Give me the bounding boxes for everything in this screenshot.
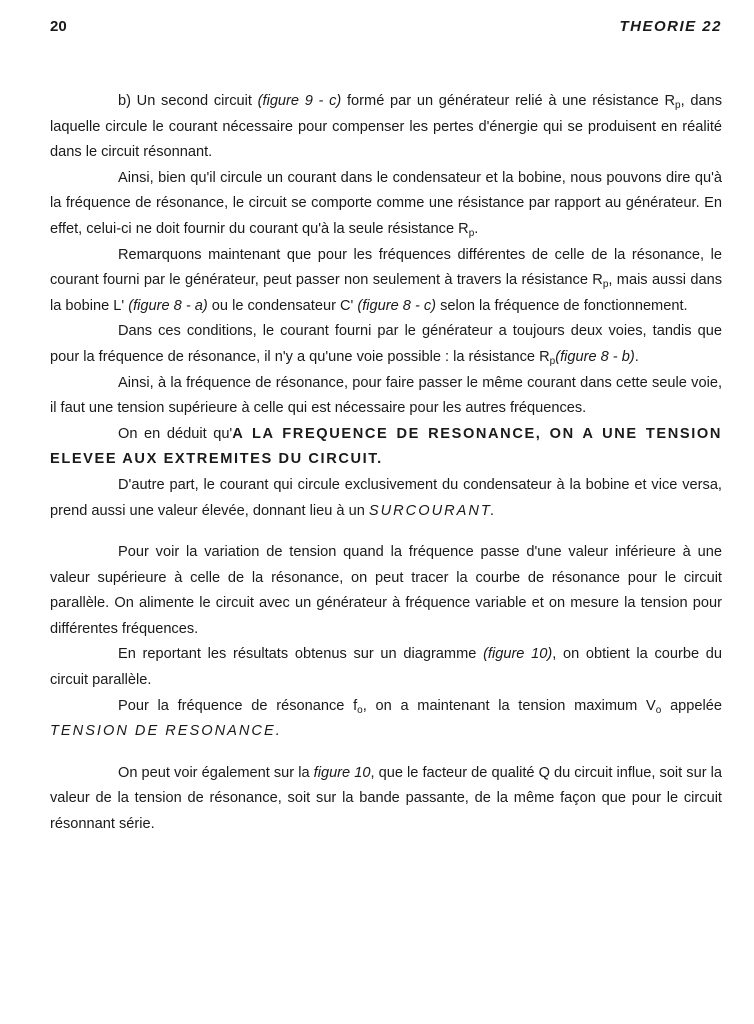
- page-header: [50, 18, 722, 42]
- paragraph-5: Ainsi, à la fréquence de résonance, pour faire passer le même courant dans cette seule voie, il faut une tension supérieure à celle qui est nécessaire pour les autres fréquences.: [50, 374, 722, 417]
- paragraph-3: Remarquons maintenant que pour les fréquences différentes de celle de la résonance, le courant fourni par le générateur, peut passer non seulement à travers la résistance $R_p$, mais aussi dans la bobine L' (figure 8 - a) ou le condensateur C' (figure 8 - c) selon la fréquence de fonctionnement.: [50, 246, 722, 314]
- paragraph-10: Pour la fréquence de résonance $f_o$, on a maintenant la tension maximum $V_o$ appelée TENSION DE RESONANCE.: [50, 697, 723, 740]
- subscript: p: [602, 279, 609, 291]
- subscript: o: [357, 704, 363, 716]
- paragraph-6: On en déduit qu'A LA FREQUENCE DE RESONANCE, ON A UNE TENSION ELEVEE AUX EXTREMITES DU CIRCUIT.: [50, 425, 722, 468]
- paragraph-1: b) Un second circuit (figure 9 - c) formé par un générateur relié à une résistance $R_p$, dans laquelle circule le courant nécessaire pour compenser les pertes d'énergie qui se produisent en réalité dans le circuit résonnant.: [50, 93, 722, 161]
- figure-reference: (figure 8 - b): [555, 348, 635, 365]
- figure-reference: (figure 10): [483, 646, 553, 663]
- paragraph-11: On peut voir également sur la figure 10, que le facteur de qualité Q du circuit influe, soit sur la valeur de la tension de résonance, soit sur la bande passante, de la même façon que pour le circuit résonnant série.: [50, 764, 723, 833]
- subscript: p: [549, 355, 556, 367]
- figure-reference: (figure 9 - c): [257, 93, 342, 109]
- subscript: p: [468, 227, 475, 239]
- figure-reference: figure 10: [313, 764, 371, 781]
- body-text: [50, 89, 722, 838]
- paragraph-2: Ainsi, bien qu'il circule un courant dans le condensateur et la bobine, nous pouvons dire qu'à la fréquence de résonance, le circuit se comporte comme une résistance par rapport au générateur. En effet, celui-ci ne doit fournir du courant qu'à la seule résistance $R_p$.: [50, 169, 722, 239]
- running-title: THEORIE 22: [619, 18, 722, 35]
- figure-reference: (figure 8 - c): [357, 297, 437, 314]
- paragraph-7: D'autre part, le courant qui circule exclusivement du condensateur à la bobine et vice versa, prend aussi une valeur élevée, donnant lieu à un SURCOURANT.: [50, 476, 722, 519]
- key-term: SURCOURANT.: [368, 502, 497, 519]
- paragraph-4: Dans ces conditions, le courant fourni par le générateur a toujours deux voies, tandis que pour la fréquence de résonance, il n'y a qu'une voie possible : la résistance $R_p(figure$ 8 - b).: [50, 323, 722, 367]
- subscript: p: [675, 100, 681, 111]
- subscript: o: [655, 704, 662, 716]
- key-term: TENSION DE RESONANCE.: [50, 723, 282, 740]
- paragraph-9: En reportant les résultats obtenus sur un diagramme (figure 10), on obtient la courbe du circuit parallèle.: [50, 646, 723, 689]
- paragraph-8: Pour voir la variation de tension quand la fréquence passe d'une valeur inférieure à une valeur supérieure à celle de la résonance, on peut tracer la courbe de résonance pour le circuit parallèle. On alimente le circuit avec un générateur à fréquence variable et on mesure la tension pour différentes fréquences.: [50, 544, 722, 637]
- emphasis-caps: A LA FREQUENCE DE RESONANCE, ON A UNE TENSION ELEVEE AUX EXTREMITES DU CIRCUIT.: [50, 425, 722, 468]
- page-number: 20: [50, 18, 67, 35]
- figure-reference: (figure 8 - a): [128, 297, 208, 314]
